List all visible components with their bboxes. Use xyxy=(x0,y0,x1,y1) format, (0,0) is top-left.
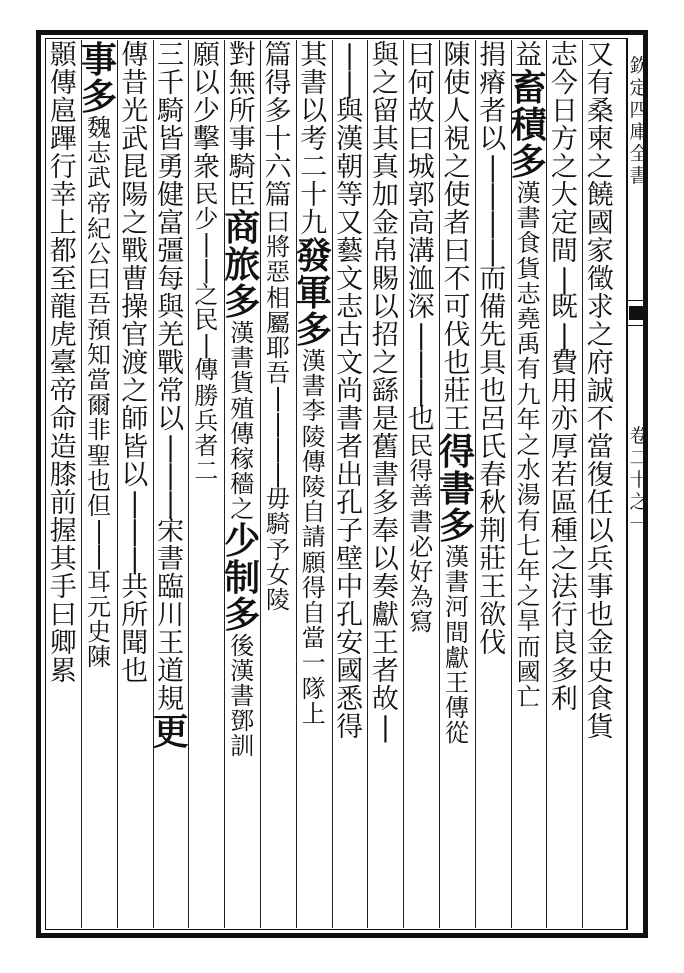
text-column xyxy=(582,42,618,742)
text-column xyxy=(332,42,368,742)
annotation: 魏 志 武 帝 紀 公 曰 吾 預 知 當 爾 非 聖 也 但 | | 耳 元 史 陳 xyxy=(87,114,111,672)
annotation: 漢 書 李 陵 傳 陵 自 請 願 得 自 當 一 隊 上 xyxy=(301,347,326,728)
headword: 發 軍 多 xyxy=(295,235,332,351)
body-text: 篇 得 多 十 六 篇 xyxy=(264,40,292,211)
headword: 畜 積 多 xyxy=(510,67,547,183)
body-text: 曰 何 故 曰 城 郭 高 溝 洫 深 | | | 也 xyxy=(407,40,435,435)
headword: 少 制 多 xyxy=(224,519,261,636)
text-column xyxy=(117,42,153,686)
gutter-rule-lower xyxy=(627,325,648,326)
annotation: 民 得 善 書 必 好 為 寫 xyxy=(409,432,434,637)
text-column xyxy=(367,42,403,742)
annotation: 後 漢 書 鄧 訓 xyxy=(230,631,255,761)
body-text: 與 之 留 其 真 加 金 帛 賜 以 招 之 繇 是 舊 書 多 奉 以 奏 獻 王 者 故 | xyxy=(371,40,399,743)
body-text: | | 與 漢 朝 等 又 藝 文 志 古 文 尚 書 者 出 孔 子 壁 中 孔 安 國 悉 得 xyxy=(336,40,364,743)
body-text: 又 有 桑 柬 之 饒 國 家 徵 求 之 府 誠 不 當 復 任 以 兵 事 也 金 史 食 貨 xyxy=(586,40,614,743)
text-column xyxy=(439,42,475,747)
annotation: 民 少 | | 之 民 | xyxy=(194,180,219,360)
text-column xyxy=(81,39,118,672)
body-text: 願 以 少 擊 衆 xyxy=(192,40,220,183)
fish-tail-mark xyxy=(629,306,645,320)
body-text: 益 xyxy=(515,40,543,71)
headword: 得 書 多 xyxy=(439,431,476,547)
body-text: 三 千 騎 皆 勇 健 富 彊 每 與 羌 戰 常 以 | | | 宋 書 臨 川 王 道 規 xyxy=(157,40,185,715)
text-column xyxy=(403,42,439,636)
text-column xyxy=(296,42,332,727)
text-column xyxy=(511,42,547,710)
text-column xyxy=(475,42,511,658)
headword: 更 xyxy=(152,711,189,753)
volume-label: 卷 二 十 之 一 xyxy=(629,425,649,535)
annotation: 漢 書 貨 殖 傳 稼 穡 之 xyxy=(230,319,255,524)
text-column xyxy=(45,42,81,686)
headword: 商 旅 多 xyxy=(224,207,261,323)
annotation: 漢 書 河 間 獻 王 傳 從 xyxy=(445,543,469,748)
book-title: 欽 定 四 庫 全 書 xyxy=(629,55,649,187)
body-text: 其 書 以 考 二 十 九 xyxy=(300,40,328,239)
text-column xyxy=(153,42,189,751)
annotation: 曰 將 惡 相 屬 耶 吾 | | | | 毋 騎 予 女 陵 xyxy=(266,208,290,615)
body-text: 捐 瘠 者 以 | | | | 而 備 先 具 也 呂 氏 春 秋 荆 莊 王 欲 伐 xyxy=(479,40,507,659)
annotation: 傳 勝 兵 者 二 xyxy=(194,356,219,486)
body-text: 傳 昔 光 武 昆 陽 之 戰 曹 操 官 渡 之 師 皆 以 | | | 共 所 聞 也 xyxy=(121,40,149,687)
text-column xyxy=(260,42,296,613)
headword: 事 多 xyxy=(81,39,118,118)
gutter-rule-upper xyxy=(627,300,648,301)
body-text: 對 無 所 事 騎 臣 xyxy=(228,40,256,211)
body-text: 陳 使 人 視 之 使 者 曰 不 可 伐 也 莊 王 xyxy=(443,40,471,435)
body-text: 顥 傳 扈 蹕 行 幸 上 都 至 龍 虎 臺 帝 命 造 膝 前 握 其 手 曰 卿 累 xyxy=(49,40,77,687)
annotation: 漢 書 食 貨 志 堯 禹 有 九 年 之 水 湯 有 七 年 之 旱 而 國 亡 xyxy=(516,179,541,712)
text-column xyxy=(546,42,582,714)
text-column xyxy=(224,42,260,760)
text-column xyxy=(188,42,224,484)
body-text: 志 今 日 方 之 大 定 間 | 既 | 費 用 亦 厚 若 區 種 之 法 行 良 多 利 xyxy=(550,40,578,715)
